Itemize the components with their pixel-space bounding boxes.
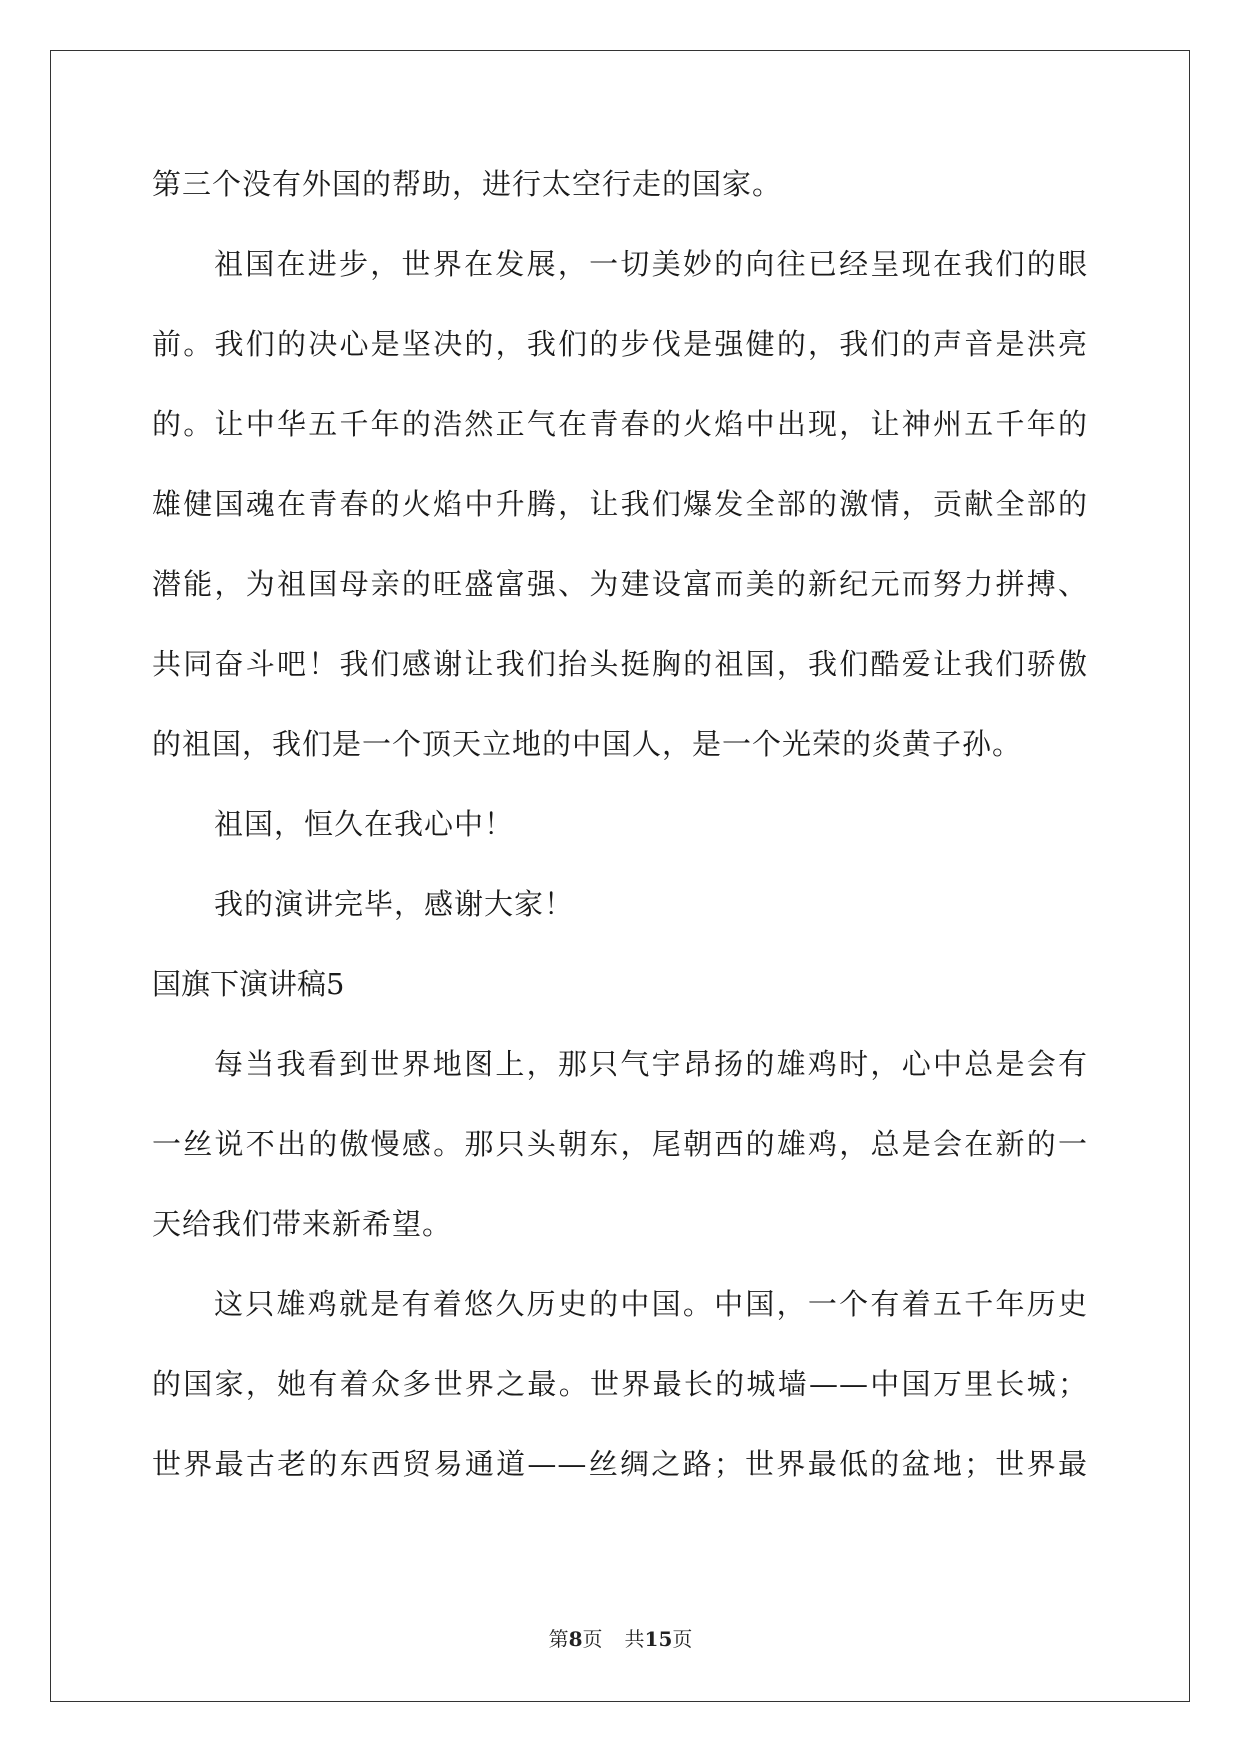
text-line: 前。我们的决心是坚决的，我们的步伐是强健的，我们的声音是洪亮 bbox=[152, 327, 1088, 361]
footer-page-total: 15 bbox=[644, 1627, 673, 1651]
page-footer bbox=[0, 1623, 1241, 1652]
footer-page-suffix: 页 bbox=[582, 1627, 603, 1651]
text-line: 共同奋斗吧！我们感谢让我们抬头挺胸的祖国，我们酷爱让我们骄傲 bbox=[152, 647, 1088, 681]
text-line: 这只雄鸡就是有着悠久历史的中国。中国，一个有着五千年历史 bbox=[214, 1287, 1088, 1321]
text-line: 每当我看到世界地图上，那只气宇昂扬的雄鸡时，心中总是会有 bbox=[214, 1047, 1088, 1081]
footer-total-suffix: 页 bbox=[672, 1627, 693, 1651]
text-line: 世界最古老的东西贸易通道——丝绸之路；世界最低的盆地；世界最 bbox=[152, 1447, 1088, 1481]
text-line: 祖国，恒久在我心中！ bbox=[214, 807, 515, 841]
text-line: 雄健国魂在青春的火焰中升腾，让我们爆发全部的激情，贡献全部的 bbox=[152, 487, 1088, 521]
footer-page-prefix: 第 bbox=[548, 1627, 569, 1651]
text-line: 的祖国，我们是一个顶天立地的中国人，是一个光荣的炎黄子孙。 bbox=[152, 727, 1023, 761]
text-line: 第三个没有外国的帮助，进行太空行走的国家。 bbox=[152, 167, 783, 201]
text-line: 我的演讲完毕，感谢大家！ bbox=[214, 887, 575, 921]
text-line: 一丝说不出的傲慢感。那只头朝东，尾朝西的雄鸡，总是会在新的一 bbox=[152, 1127, 1088, 1161]
text-line: 的。让中华五千年的浩然正气在青春的火焰中出现，让神州五千年的 bbox=[152, 407, 1088, 441]
footer-total-prefix: 共 bbox=[624, 1627, 645, 1651]
text-line: 的国家，她有着众多世界之最。世界最长的城墙——中国万里长城； bbox=[152, 1367, 1088, 1401]
text-line: 潜能，为祖国母亲的旺盛富强、为建设富而美的新纪元而努力拼搏、 bbox=[152, 567, 1088, 601]
document-body bbox=[152, 158, 1088, 1518]
text-line: 祖国在进步，世界在发展，一切美妙的向往已经呈现在我们的眼 bbox=[214, 247, 1088, 281]
footer-page-current: 8 bbox=[568, 1627, 583, 1651]
text-line: 天给我们带来新希望。 bbox=[152, 1207, 453, 1241]
section-heading: 国旗下演讲稿5 bbox=[152, 967, 345, 1001]
